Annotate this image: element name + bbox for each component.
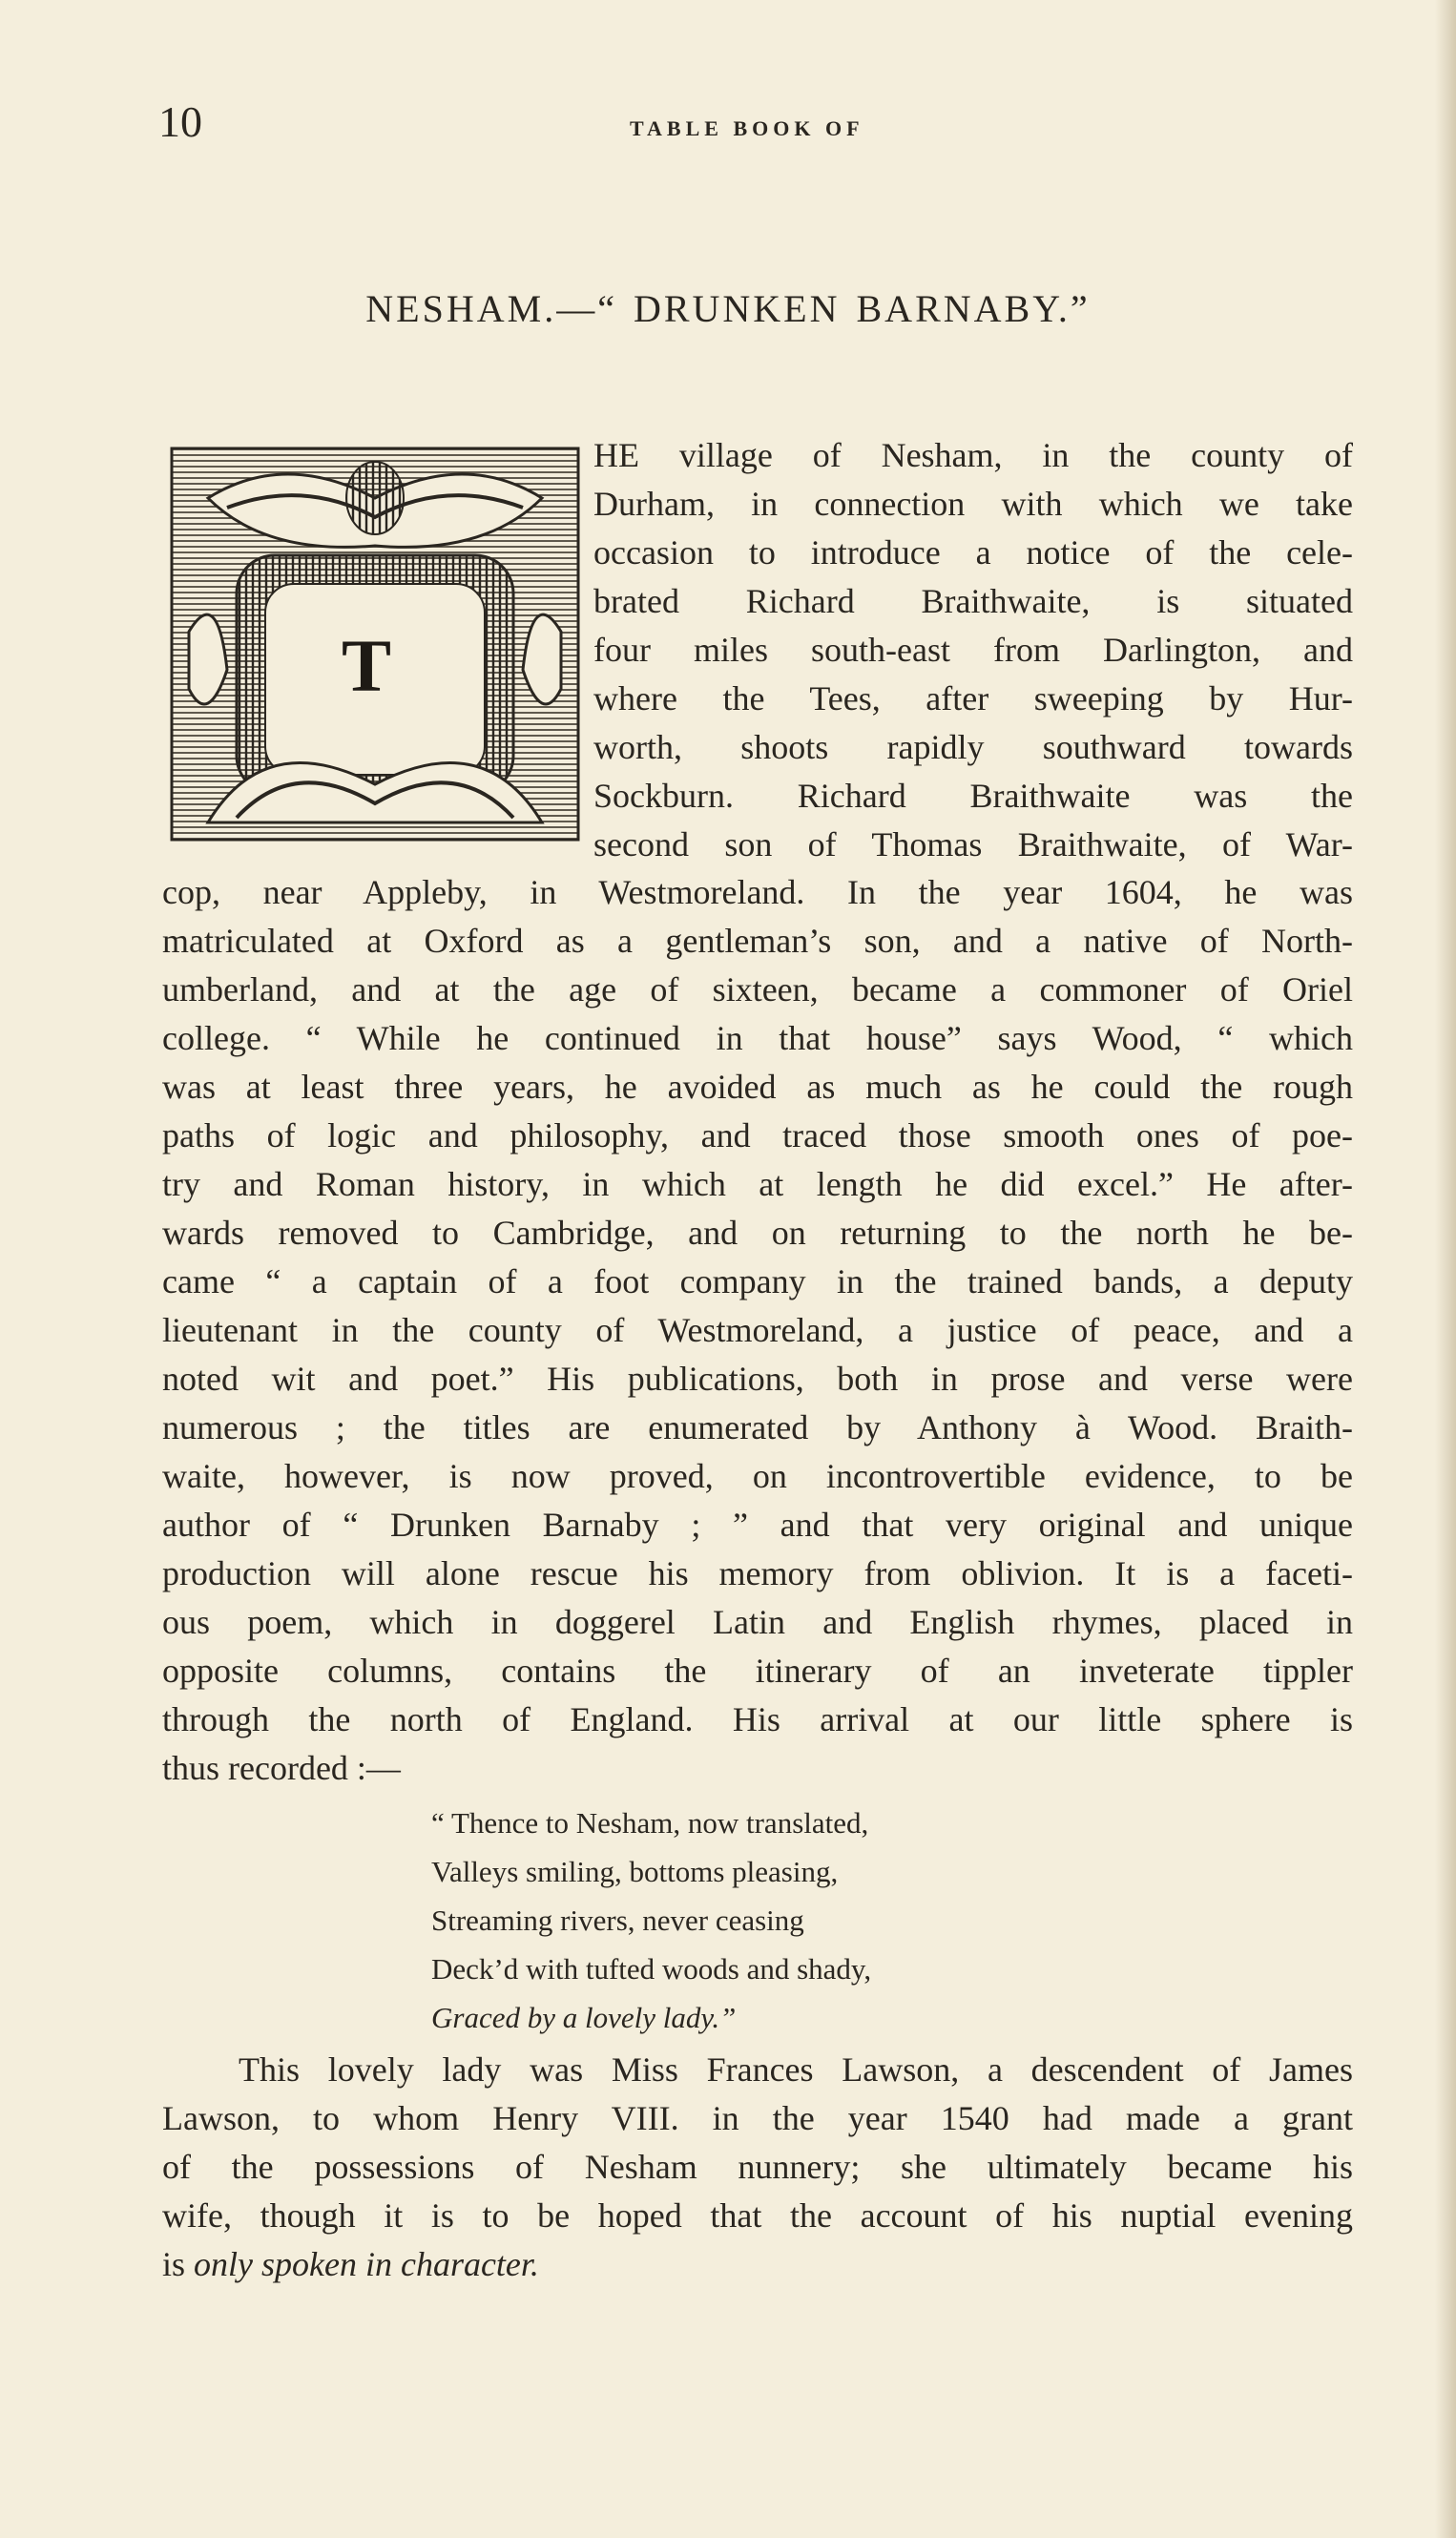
running-head: TABLE BOOK OF xyxy=(630,116,864,140)
text-line: brated Richard Braithwaite, is situated xyxy=(593,582,1353,620)
text-line: thus recorded :— xyxy=(162,1749,401,1787)
text-line: of the possessions of Nesham nunnery; she ultimately became his xyxy=(162,2148,1353,2186)
text-line: opposite columns, contains the itinerary of an inveterate tippler xyxy=(162,1652,1353,1690)
closing-paragraph xyxy=(162,2046,1353,2289)
closing-emphasis: only spoken in character. xyxy=(194,2245,539,2283)
page-edge-shadow xyxy=(1435,0,1456,2538)
text-line: wife, though it is to be hoped that the account of his nuptial evening xyxy=(162,2196,1353,2235)
text-line: was at least three years, he avoided as much as he could the rough xyxy=(162,1068,1353,1106)
text-line: came “ a captain of a foot company in the trained bands, a deputy xyxy=(162,1262,1353,1300)
page-number: 10 xyxy=(158,97,202,146)
text-line: umberland, and at the age of sixteen, became a commoner of Oriel xyxy=(162,970,1353,1009)
text-line-final xyxy=(162,2240,1353,2289)
verse-line: Deck’d with tufted woods and shady, xyxy=(431,1952,872,1986)
verse-line: “ Thence to Nesham, now translated, xyxy=(431,1806,869,1840)
text-line: college. “ While he continued in that house” says Wood, “ which xyxy=(162,1019,1353,1057)
verse-quotation xyxy=(431,1799,1137,2042)
text-line: Durham, in connection with which we take xyxy=(593,485,1353,523)
text-line: HE village of Nesham, in the county of xyxy=(593,436,1353,474)
initial-letter: T xyxy=(342,624,392,707)
text-line: production will alone rescue his memory from oblivion. It is a faceti- xyxy=(162,1554,1353,1592)
text-line: author of “ Drunken Barnaby ; ” and that very original and unique xyxy=(162,1506,1353,1544)
text-line: wards removed to Cambridge, and on returning to the north he be- xyxy=(162,1214,1353,1252)
text-line: second son of Thomas Braithwaite, of War- xyxy=(593,825,1353,863)
verse-line: Streaming rivers, never ceasing xyxy=(431,1904,804,1937)
text-line: lieutenant in the county of Westmoreland, a justice of peace, and a xyxy=(162,1311,1353,1349)
text-line: noted wit and poet.” His publications, both in prose and verse were xyxy=(162,1360,1353,1398)
text-line: numerous ; the titles are enumerated by Anthony à Wood. Braith- xyxy=(162,1408,1353,1446)
text-line: This lovely lady was Miss Frances Lawson, a descendent of James xyxy=(239,2050,1353,2089)
text-line: waite, however, is now proved, on incontrovertible evidence, to be xyxy=(162,1457,1353,1495)
text-line: four miles south-east from Darlington, and xyxy=(593,631,1353,669)
text-line: cop, near Appleby, in Westmoreland. In the year 1604, he was xyxy=(162,873,1353,911)
article-title: NESHAM.—“ DRUNKEN BARNABY.” xyxy=(365,287,1091,330)
body-paragraph xyxy=(162,868,1353,1793)
text-line: through the north of England. His arrival at our little sphere is xyxy=(162,1700,1353,1738)
verse-line: Valleys smiling, bottoms pleasing, xyxy=(431,1855,839,1888)
text-line: try and Roman history, in which at length he did excel.” He after- xyxy=(162,1165,1353,1203)
text-line: Lawson, to whom Henry VIII. in the year 1540 had made a grant xyxy=(162,2099,1353,2137)
text-line: occasion to introduce a notice of the cele- xyxy=(593,533,1353,572)
verse-line: Graced by a lovely lady.” xyxy=(431,2001,737,2034)
intro-paragraph xyxy=(593,431,1353,869)
text-line: ous poem, which in doggerel Latin and English rhymes, placed in xyxy=(162,1603,1353,1641)
text-line: matriculated at Oxford as a gentleman’s son, and a native of North- xyxy=(162,922,1353,960)
text-line: paths of logic and philosophy, and traced those smooth ones of poe- xyxy=(162,1116,1353,1155)
closing-prefix: is xyxy=(162,2245,195,2283)
text-line: Sockburn. Richard Braithwaite was the xyxy=(593,777,1353,815)
text-line: worth, shoots rapidly southward towards xyxy=(593,728,1353,766)
decorated-initial xyxy=(170,441,580,849)
ornament-illustration xyxy=(170,441,580,849)
text-line: where the Tees, after sweeping by Hur- xyxy=(593,679,1353,718)
